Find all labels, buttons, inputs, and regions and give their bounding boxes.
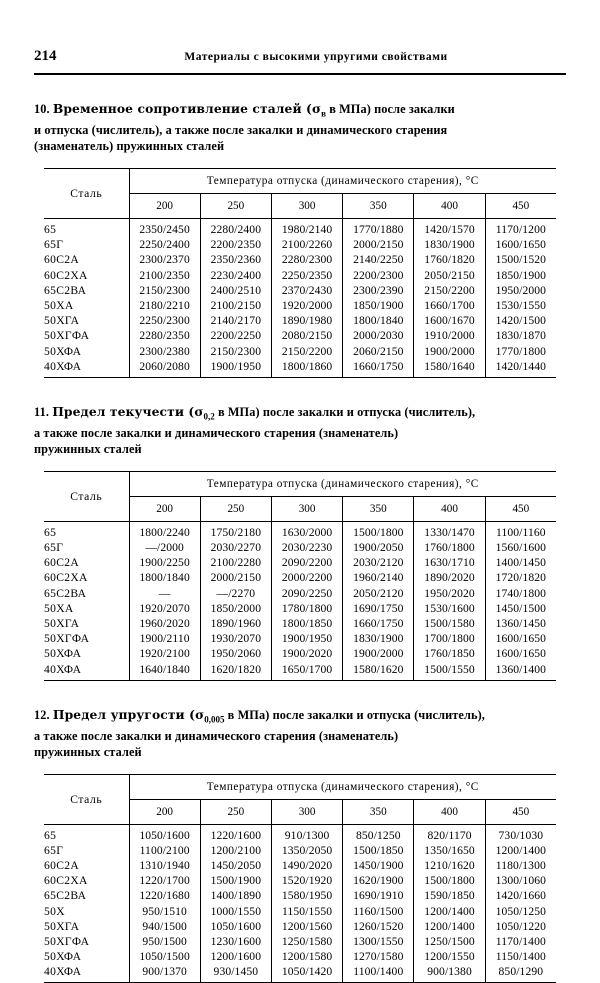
cell-value: 2300/2370	[129, 252, 200, 267]
cell-steel-grade: 60С2ХА	[44, 570, 129, 585]
cell-value: 1910/2000	[414, 328, 485, 343]
cell-value: 1750/2180	[200, 521, 271, 540]
cell-steel-grade: 65С2ВА	[44, 888, 129, 903]
cell-value: 1500/1900	[200, 873, 271, 888]
table-row	[44, 313, 556, 328]
cell-value: 1220/1600	[200, 824, 271, 843]
cell-value: 1800/1860	[271, 359, 342, 378]
cell-value: 1560/1600	[495, 541, 547, 555]
table-row	[44, 328, 556, 343]
cell-steel-grade: 60С2А	[44, 252, 129, 267]
cell-value: 1900/2000	[343, 646, 414, 661]
cell-value: 2180/2210	[129, 298, 200, 313]
cell-value: 2030/2120	[343, 555, 414, 570]
cell-value: 2370/2430	[271, 283, 342, 298]
cell-value: 1620/1820	[200, 661, 271, 680]
cell-value: 1850/2000	[200, 601, 271, 616]
cell-value: 1900/1950	[271, 631, 342, 646]
cell-value: 940/1500	[129, 919, 200, 934]
table-header-row-group	[44, 471, 556, 496]
cell-value: 2100/2280	[200, 555, 271, 570]
data-table	[44, 774, 556, 983]
column-header-temp-450: 450	[512, 199, 530, 212]
cell-value: 2350/2360	[200, 252, 271, 267]
cell-value: 1890/1960	[200, 616, 271, 631]
cell-value: 930/1450	[200, 964, 271, 983]
cell-value: 2090/2250	[271, 586, 342, 601]
cell-value: 1630/2000	[271, 521, 342, 540]
cell-value: 2230/2400	[200, 268, 271, 283]
cell-value: 2150/2300	[200, 343, 271, 358]
cell-value: 2030/2270	[200, 540, 271, 555]
cell-value: 1950/2000	[495, 283, 547, 297]
cell-value: 1800/1850	[271, 616, 342, 631]
cell-steel-grade: 65	[44, 824, 129, 843]
cell-value: 1830/1900	[343, 631, 414, 646]
cell-value: 2280/2350	[129, 328, 200, 343]
cell-value: 2140/2250	[343, 252, 414, 267]
cell-value: 1250/1580	[271, 934, 342, 949]
cell-value: 1200/1400	[414, 904, 485, 919]
table-caption-line3: пружинных сталей	[34, 745, 142, 760]
table-caption-line3: пружинных сталей	[34, 442, 142, 457]
cell-value: 1050/1600	[200, 919, 271, 934]
cell-value: 1420/1570	[414, 218, 485, 237]
cell-steel-grade: 40ХФА	[44, 359, 129, 378]
cell-value: 2350/2450	[129, 218, 200, 237]
column-header-temp-250: 250	[200, 193, 271, 218]
cell-value: 1900/2110	[129, 631, 200, 646]
cell-value: 1530/1550	[495, 298, 547, 312]
column-header-steel: Сталь	[44, 471, 129, 521]
table-number: 10.	[34, 102, 50, 116]
table-caption-line1: Предел упругости (σ	[52, 706, 205, 722]
table-row	[44, 919, 556, 934]
cell-value: 1770/1800	[495, 344, 547, 358]
cell-value: 1900/2000	[414, 343, 485, 358]
cell-steel-grade: 60С2А	[44, 858, 129, 873]
column-header-temperature-group: Температура отпуска (динамического старения), °C	[129, 774, 556, 799]
table-row	[44, 904, 556, 919]
cell-value: 1170/1400	[495, 935, 546, 949]
cell-value: 2050/2150	[414, 268, 485, 283]
cell-value: 1520/1920	[271, 873, 342, 888]
cell-value: 1530/1600	[414, 601, 485, 616]
cell-value: 2090/2200	[271, 555, 342, 570]
cell-value: 1900/1950	[200, 359, 271, 378]
column-header-temp-300: 300	[271, 799, 342, 824]
cell-value: —/2000	[129, 540, 200, 555]
data-table	[44, 168, 556, 378]
cell-value: 1420/1500	[495, 314, 547, 328]
cell-value: 1900/2020	[271, 646, 342, 661]
cell-value: 850/1290	[485, 964, 556, 983]
column-header-temp-350: 350	[343, 193, 414, 218]
table-row	[44, 218, 556, 237]
cell-value: 1950/2060	[200, 646, 271, 661]
cell-value: 2250/2350	[271, 268, 342, 283]
table-number: 11.	[34, 404, 49, 419]
cell-value: 1100/1160	[485, 521, 556, 540]
table-block	[34, 101, 566, 378]
cell-value: 1980/2140	[271, 218, 342, 237]
column-header-temp-250: 250	[200, 496, 271, 521]
cell-value: 1760/1850	[414, 646, 485, 661]
cell-value: 2100/2260	[271, 237, 342, 252]
table-row	[44, 646, 556, 661]
table-row	[44, 824, 556, 843]
table-caption-line1: Временное сопротивление сталей (σ	[52, 101, 322, 116]
column-header-temp-250: 250	[200, 799, 271, 824]
table-row	[44, 661, 556, 680]
cell-value: 1830/1900	[414, 237, 485, 252]
cell-value: 1920/2000	[271, 298, 342, 313]
cell-value: 1050/1250	[495, 904, 547, 918]
cell-value: 1350/2050	[271, 843, 342, 858]
cell-steel-grade: 65Г	[44, 237, 129, 252]
cell-value: 2000/2150	[343, 237, 414, 252]
table-row	[44, 359, 556, 378]
cell-value: 1690/1910	[343, 888, 414, 903]
cell-value: 1620/1900	[343, 873, 414, 888]
cell-steel-grade: 40ХФА	[44, 661, 129, 680]
cell-value: 2080/2150	[271, 328, 342, 343]
cell-value: 1420/1440	[485, 359, 556, 378]
cell-value: 1200/1400	[414, 919, 485, 934]
cell-value: 2060/2150	[343, 343, 414, 358]
column-header-temp-450: 450	[512, 805, 530, 818]
cell-value: 1180/1300	[495, 859, 546, 873]
cell-value: —/2270	[200, 586, 271, 601]
table-row	[44, 949, 556, 964]
cell-value: 1760/1800	[414, 540, 485, 555]
column-header-temp-300: 300	[271, 193, 342, 218]
cell-value: 1200/1600	[200, 949, 271, 964]
cell-value: 1450/1900	[343, 858, 414, 873]
cell-value: 1500/1550	[414, 661, 485, 680]
table-caption-line2: а также после закалки и динамического старения (знаменатель)	[34, 728, 399, 743]
cell-steel-grade: 50ХА	[44, 298, 129, 313]
table-caption	[34, 101, 566, 155]
cell-value: 1920/2070	[129, 601, 200, 616]
cell-steel-grade: 60С2ХА	[44, 873, 129, 888]
table-row	[44, 873, 556, 888]
cell-value: 1720/1820	[495, 571, 547, 585]
cell-value: 950/1500	[129, 934, 200, 949]
table-caption-line2: и отпуска (числитель), а также после закалки и динамического старения	[34, 122, 448, 137]
cell-value: 1500/1800	[414, 873, 485, 888]
cell-value: 1660/1750	[343, 359, 414, 378]
cell-steel-grade: 50ХГФА	[44, 328, 129, 343]
table-row	[44, 555, 556, 570]
cell-value: 1960/2020	[129, 616, 200, 631]
cell-value: 2150/2200	[414, 283, 485, 298]
table-caption-line3: (знаменатель) пружинных сталей	[34, 139, 225, 154]
cell-value: 2300/2380	[129, 343, 200, 358]
running-title: Материалы с высокими упругими свойствами	[184, 51, 448, 63]
cell-value: 1800/1840	[343, 313, 414, 328]
cell-value: 820/1170	[414, 824, 485, 843]
table-row	[44, 252, 556, 267]
cell-value: 1330/1470	[414, 521, 485, 540]
table-row	[44, 631, 556, 646]
cell-value: 1650/1700	[271, 661, 342, 680]
cell-value: 1200/1400	[495, 843, 547, 857]
cell-value: 1450/2050	[200, 858, 271, 873]
cell-value: 1850/1900	[343, 298, 414, 313]
cell-value: 1150/1400	[495, 950, 546, 964]
cell-value: 1050/1220	[495, 919, 547, 933]
table-row	[44, 964, 556, 983]
column-header-temp-300: 300	[271, 496, 342, 521]
cell-steel-grade: 50ХФА	[44, 949, 129, 964]
cell-value: 1950/2020	[414, 586, 485, 601]
cell-value: 2200/2350	[200, 237, 271, 252]
table-blocks-container	[34, 101, 566, 983]
cell-steel-grade: 50ХГА	[44, 616, 129, 631]
table-block	[34, 404, 566, 681]
cell-value: 2100/2350	[129, 268, 200, 283]
cell-steel-grade: 65С2ВА	[44, 586, 129, 601]
cell-value: 900/1370	[129, 964, 200, 983]
cell-steel-grade: 65	[44, 521, 129, 540]
table-row	[44, 601, 556, 616]
table-caption-line1b: в МПа) после закалки и отпуска (числитель),	[214, 404, 476, 419]
cell-value: 1500/1580	[414, 616, 485, 631]
cell-value: 2200/2250	[200, 328, 271, 343]
table-number: 12.	[34, 707, 50, 722]
cell-value: 1200/1560	[271, 919, 342, 934]
cell-value: 2000/2030	[343, 328, 414, 343]
cell-value: 1350/1650	[414, 843, 485, 858]
table-row	[44, 934, 556, 949]
column-header-temperature-group: Температура отпуска (динамического старения), °C	[129, 471, 556, 496]
table-header-row-group	[44, 168, 556, 193]
cell-value: 2050/2120	[343, 586, 414, 601]
column-header-steel: Сталь	[44, 168, 129, 218]
cell-value: 2000/2200	[271, 570, 342, 585]
table-block	[34, 707, 566, 983]
cell-value: 1100/1400	[343, 964, 414, 983]
page-number: 214	[34, 48, 57, 64]
column-header-temp-400: 400	[414, 799, 485, 824]
cell-value: 2400/2510	[200, 283, 271, 298]
cell-value: 1210/1620	[414, 858, 485, 873]
column-header-temp-400: 400	[414, 496, 485, 521]
cell-steel-grade: 50ХГФА	[44, 934, 129, 949]
cell-value: 730/1030	[485, 824, 556, 843]
cell-value: 1770/1880	[343, 218, 414, 237]
table-caption-subscript: 0,2	[203, 411, 215, 422]
table-caption-line1b: в МПа) после закалки и отпуска (числитель),	[224, 707, 485, 722]
column-header-temp-350: 350	[343, 799, 414, 824]
cell-value: 1600/1650	[495, 632, 547, 646]
cell-steel-grade: 60С2ХА	[44, 268, 129, 283]
cell-value: 1760/1820	[414, 252, 485, 267]
cell-value: 1890/2020	[414, 570, 485, 585]
cell-value: 1230/1600	[200, 934, 271, 949]
cell-steel-grade: 50ХФА	[44, 343, 129, 358]
cell-value: 2140/2170	[200, 313, 271, 328]
cell-value: 2060/2080	[129, 359, 200, 378]
cell-value: 1920/2100	[129, 646, 200, 661]
table-row	[44, 268, 556, 283]
table-caption-subscript: 0,005	[204, 714, 225, 725]
cell-value: 1660/1700	[414, 298, 485, 313]
cell-value: 2150/2300	[129, 283, 200, 298]
cell-value: 1590/1850	[414, 888, 485, 903]
table-row	[44, 888, 556, 903]
cell-value: 1580/1620	[343, 661, 414, 680]
cell-value: 1630/1710	[414, 555, 485, 570]
column-header-temp-200: 200	[129, 496, 200, 521]
cell-value: 1150/1550	[271, 904, 342, 919]
cell-value: 1420/1660	[495, 889, 547, 903]
cell-steel-grade: 65	[44, 218, 129, 237]
table-caption-subscript: в	[321, 108, 327, 119]
cell-value: 1270/1580	[343, 949, 414, 964]
table-caption-line1: Предел текучести (σ	[52, 403, 204, 419]
cell-value: 910/1300	[271, 824, 342, 843]
cell-value: 1300/1550	[343, 934, 414, 949]
column-header-temp-200: 200	[129, 193, 200, 218]
cell-steel-grade: 65Г	[44, 843, 129, 858]
cell-value: 1250/1500	[414, 934, 485, 949]
cell-value: 1960/2140	[343, 570, 414, 585]
cell-steel-grade: 50ХФА	[44, 646, 129, 661]
cell-value: 1500/1520	[495, 253, 547, 267]
cell-steel-grade: 50Х	[44, 904, 129, 919]
cell-value: 1260/1520	[343, 919, 414, 934]
cell-value: 1200/1550	[414, 949, 485, 964]
cell-value: 1580/1950	[271, 888, 342, 903]
table-caption	[34, 404, 566, 458]
cell-value: 1220/1680	[129, 888, 200, 903]
cell-value: 1660/1750	[343, 616, 414, 631]
cell-value: 1600/1650	[495, 647, 547, 661]
cell-value: 2300/2390	[343, 283, 414, 298]
table-row	[44, 298, 556, 313]
cell-steel-grade: 50ХГФА	[44, 631, 129, 646]
cell-value: 1580/1640	[414, 359, 485, 378]
cell-value: 2000/2150	[200, 570, 271, 585]
table-caption	[34, 707, 566, 761]
cell-value: 1740/1800	[495, 586, 547, 600]
column-header-temperature-group: Температура отпуска (динамического старения), °C	[129, 168, 556, 193]
cell-value: 1800/1840	[129, 570, 200, 585]
table-row	[44, 586, 556, 601]
cell-value: 1500/1800	[343, 521, 414, 540]
cell-value: 2250/2300	[129, 313, 200, 328]
cell-value: 1600/1650	[495, 238, 547, 252]
table-row	[44, 570, 556, 585]
table-header-row-group	[44, 774, 556, 799]
cell-value: 1100/2100	[129, 843, 200, 858]
cell-value: 950/1510	[129, 904, 200, 919]
running-head	[34, 48, 566, 70]
cell-steel-grade: 60С2А	[44, 555, 129, 570]
table-caption-line2: а также после закалки и динамического старения (знаменатель)	[34, 425, 399, 440]
cell-value: 2100/2150	[200, 298, 271, 313]
cell-steel-grade: 65С2ВА	[44, 283, 129, 298]
column-header-temp-350: 350	[343, 496, 414, 521]
cell-value: —	[129, 586, 200, 601]
cell-value: 1700/1800	[414, 631, 485, 646]
column-header-temp-400: 400	[414, 193, 485, 218]
cell-value: 1600/1670	[414, 313, 485, 328]
cell-value: 1200/2100	[200, 843, 271, 858]
cell-steel-grade: 50ХА	[44, 601, 129, 616]
cell-value: 1900/2050	[343, 540, 414, 555]
cell-value: 1160/1500	[343, 904, 414, 919]
data-table	[44, 471, 556, 681]
cell-value: 1400/1890	[200, 888, 271, 903]
cell-value: 850/1250	[343, 824, 414, 843]
cell-value: 1050/1600	[129, 824, 200, 843]
cell-value: 1360/1400	[485, 661, 556, 680]
table-row	[44, 283, 556, 298]
cell-value: 1050/1500	[129, 949, 200, 964]
cell-value: 2250/2400	[129, 237, 200, 252]
cell-value: 1780/1800	[271, 601, 342, 616]
table-row	[44, 858, 556, 873]
cell-value: 2030/2230	[271, 540, 342, 555]
table-caption-line1b: в МПа) после закалки	[326, 102, 455, 116]
cell-value: 1170/1200	[485, 218, 556, 237]
cell-value: 2280/2300	[271, 252, 342, 267]
column-header-steel: Сталь	[44, 774, 129, 824]
table-row	[44, 616, 556, 631]
cell-value: 1900/2250	[129, 555, 200, 570]
cell-value: 1400/1450	[495, 556, 547, 570]
cell-value: 1890/1980	[271, 313, 342, 328]
cell-value: 2280/2400	[200, 218, 271, 237]
cell-value: 1050/1420	[271, 964, 342, 983]
cell-steel-grade: 50ХГА	[44, 313, 129, 328]
cell-value: 1830/1870	[495, 329, 547, 343]
cell-value: 2150/2200	[271, 343, 342, 358]
column-header-temp-450: 450	[512, 502, 530, 515]
header-rule	[34, 73, 566, 75]
cell-steel-grade: 40ХФА	[44, 964, 129, 983]
cell-value: 1640/1840	[129, 661, 200, 680]
column-header-temp-200: 200	[129, 799, 200, 824]
cell-value: 1300/1060	[495, 874, 547, 888]
cell-value: 1500/1850	[343, 843, 414, 858]
cell-value: 1490/2020	[271, 858, 342, 873]
cell-value: 1850/1900	[495, 268, 547, 282]
cell-value: 2200/2300	[343, 268, 414, 283]
table-row	[44, 521, 556, 540]
table-row	[44, 843, 556, 858]
table-row	[44, 540, 556, 555]
cell-value: 1310/1940	[129, 858, 200, 873]
cell-steel-grade: 50ХГА	[44, 919, 129, 934]
cell-value: 1690/1750	[343, 601, 414, 616]
cell-value: 900/1380	[414, 964, 485, 983]
table-row	[44, 343, 556, 358]
cell-value: 1450/1500	[495, 601, 547, 615]
cell-value: 1930/2070	[200, 631, 271, 646]
cell-steel-grade: 65Г	[44, 540, 129, 555]
cell-value: 1360/1450	[495, 617, 547, 630]
cell-value: 1220/1700	[129, 873, 200, 888]
cell-value: 1000/1550	[200, 904, 271, 919]
table-row	[44, 237, 556, 252]
cell-value: 1800/2240	[129, 521, 200, 540]
cell-value: 1200/1580	[271, 949, 342, 964]
